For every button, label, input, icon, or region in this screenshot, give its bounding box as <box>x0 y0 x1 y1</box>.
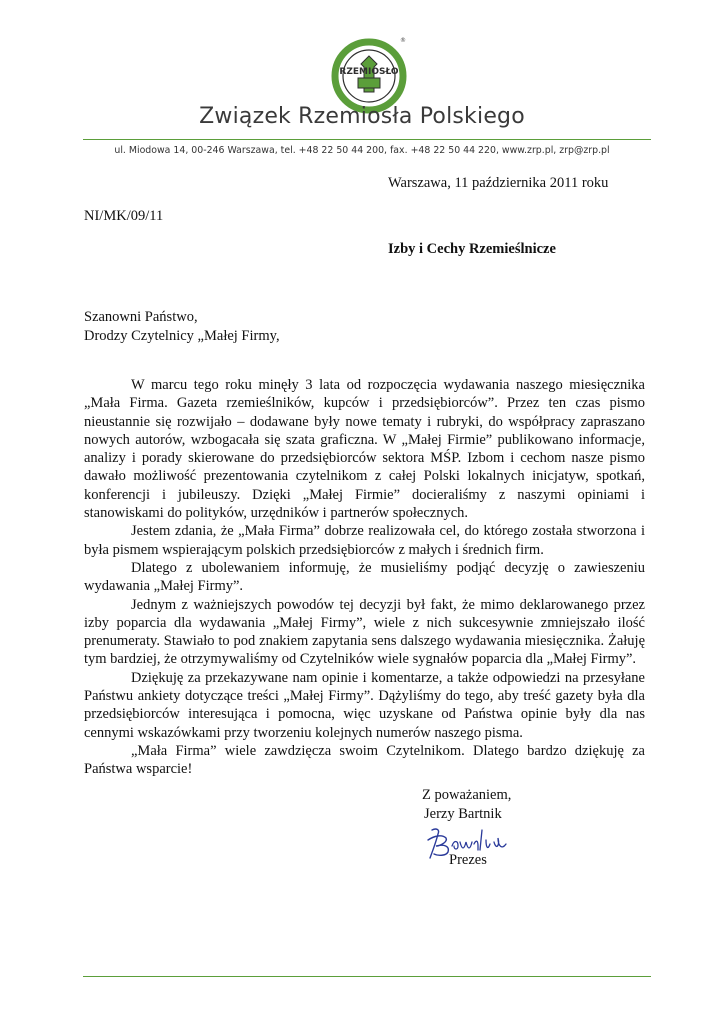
paragraph: Dziękuję za przekazywane nam opinie i komentarze, a także odpowiedzi na przesyłane Państwu ankiety dotyczące treści „Małej Firmy”. Dążyliśmy do tego, aby treść gazety była dla przedsiębiorców interesująca i pomocna, więc uzyskane od Państwa opinie były dla nas cennymi wskazówkami przy tworzeniu kolejnych numerów naszego pisma. <box>84 669 645 741</box>
paragraph: W marcu tego roku minęły 3 lata od rozpoczęcia wydawania naszego miesięcznika „Mała Firma. Gazeta rzemieślników, kupców i przedsiębiorców”. Przez ten czas pismo nieustannie się rozwijało – dodawane były nowe tematy i rubryki, do współpracy zapraszano nowych autorów, wzbogacała się szata graficzna. W „Małej Firmie” publikowano informacje, analizy i porady skierowane do przedsiębiorców sektora MŚP. Izbom i cechom nasze pismo dawało możliwość prezentowania czytelnikom z całej Polski lokalnych inicjatyw, spotkań, konferencji i jubileuszy. Dzięki „Małej Firmie” docieraliśmy z naszymi opiniami i stanowiskami do polityków, urzędników i partnerów społecznych. <box>84 377 645 522</box>
header-divider <box>83 139 651 140</box>
signer-title: Prezes <box>449 852 487 868</box>
contact-line: ul. Miodowa 14, 00-246 Warszawa, tel. +48 22 50 44 200, fax. +48 22 50 44 220, www.zrp.pl, zrp@zrp.pl <box>114 145 610 156</box>
closing: Z poważaniem, <box>422 787 512 803</box>
letter-body <box>84 376 645 779</box>
signer-name: Jerzy Bartnik <box>424 805 502 822</box>
letter-date: Warszawa, 11 października 2011 roku <box>388 175 609 191</box>
reference-number: NI/MK/09/11 <box>84 208 164 224</box>
paragraph: „Mała Firma” wiele zawdzięcza swoim Czytelnikom. Dlatego bardzo dziękuję za Państwa wsparcie! <box>84 742 645 778</box>
paragraph: Dlatego z ubolewaniem informuję, że musieliśmy podjąć decyzję o zawieszeniu wydawania „Małej Firmy”. <box>84 559 645 595</box>
signoff <box>424 786 511 823</box>
salutation-line-1: Szanowni Państwo, <box>84 309 198 325</box>
organization-name: Związek Rzemiosła Polskiego <box>199 104 525 129</box>
paragraph: Jednym z ważniejszych powodów tej decyzji był fakt, że mimo deklarowanego przez izby poparcia dla wydawania „Małej Firmy”, wiele z nich sukcesywnie zmniejszało ilość prenumeraty. Stawiało to pod znakiem zapytania sens dalszego wydawania miesięcznika. Żałuję tym bardziej, że otrzymywaliśmy od Czytelników wiele sygnałów poparcia dla „Małej Firmy”. <box>84 596 645 668</box>
logo-text: RZEMIOSŁO <box>339 67 399 77</box>
salutation-line-2: Drodzy Czytelnicy „Małej Firmy, <box>84 328 280 344</box>
footer-divider <box>83 976 651 977</box>
salutation <box>84 308 280 346</box>
recipient: Izby i Cechy Rzemieślnicze <box>388 241 556 257</box>
registered-mark: ® <box>400 37 406 44</box>
paragraph: Jestem zdania, że „Mała Firma” dobrze realizowała cel, do którego została stworzona i była pismem wspierającym polskich przedsiębiorców z małych i średnich firm. <box>84 523 645 558</box>
